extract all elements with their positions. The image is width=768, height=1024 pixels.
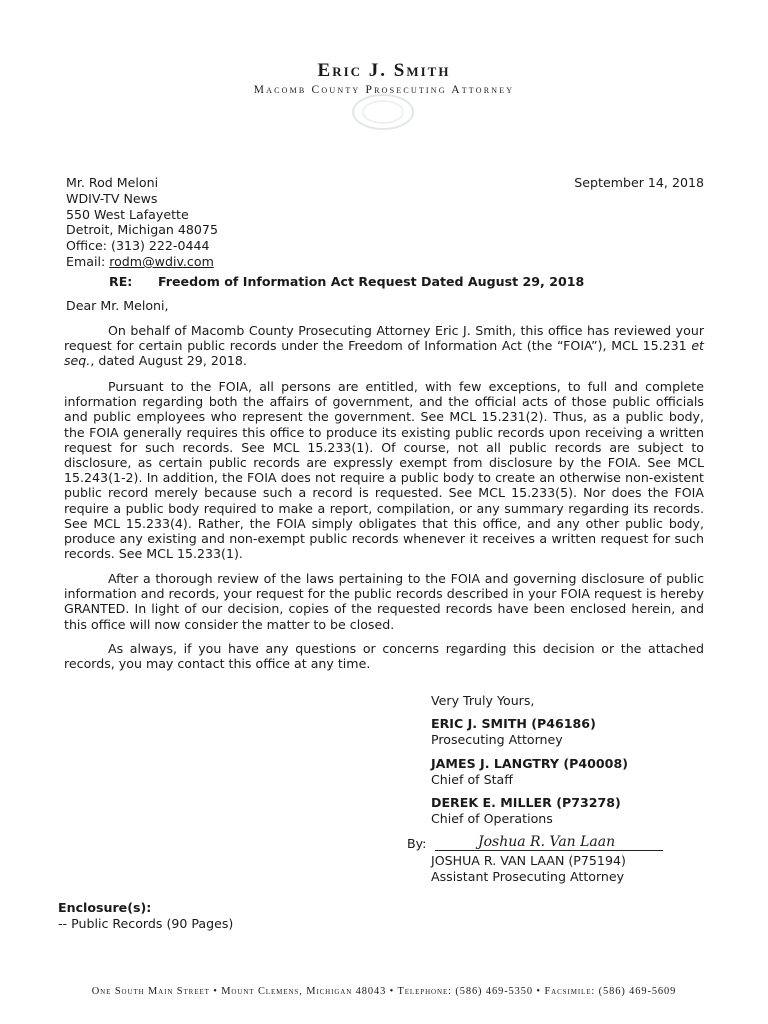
recipient-address <box>66 175 218 270</box>
paragraph-3: After a thorough review of the laws pertaining to the FOIA and governing disclosure of public information and records, your request for the public records described in your FOIA request is hereby GRANTED. In light of our decision, copies of the requested records have been enclosed herein, and this office will now consider the matter to be closed. <box>64 571 704 632</box>
footer-address: One South Main Street • Mount Clemens, Michigan 48043 • Telephone: (586) 469-5350 • Facsimile: (586) 469-5609 <box>91 986 677 997</box>
signatory-2 <box>431 756 628 788</box>
recipient-organization: WDIV-TV News <box>66 190 158 206</box>
paragraph-4: As always, if you have any questions or concerns regarding this decision or the attached records, you may contact this office at any time. <box>64 641 704 672</box>
signatory-3-title: Chief of Operations <box>431 811 553 826</box>
handwritten-signature: Joshua R. Van Laan <box>478 834 616 850</box>
re-subject: Freedom of Information Act Request Dated August 29, 2018 <box>158 274 585 289</box>
closing: Very Truly Yours, <box>431 693 535 708</box>
salutation: Dear Mr. Meloni, <box>66 298 169 313</box>
letter-date: September 14, 2018 <box>574 175 704 190</box>
paragraph-1-et-seq: et seq. <box>64 338 704 369</box>
signature-line <box>435 850 663 851</box>
enclosure-heading: Enclosure(s): <box>58 900 152 915</box>
signatory-1-name: ERIC J. SMITH (P46186) <box>431 716 596 731</box>
re-line <box>109 274 584 289</box>
signatory-2-name: JAMES J. LANGTRY (P40008) <box>431 756 628 771</box>
recipient-city: Detroit, Michigan 48075 <box>66 222 218 238</box>
by-label: By: <box>407 836 427 851</box>
signatory-1-title: Prosecuting Attorney <box>431 732 563 747</box>
recipient-street: 550 West Lafayette <box>66 206 189 222</box>
paragraph-1 <box>64 323 704 369</box>
paragraph-1-text-a: On behalf of Macomb County Prosecuting Attorney Eric J. Smith, this office has reviewed your request for certain public records under the Freedom of Information Act (the “FOIA”), MCL 15.231 <box>64 323 704 354</box>
paragraph-1-text-b: , dated August 29, 2018. <box>90 353 247 369</box>
office-label: Office: <box>66 238 108 254</box>
enclosures <box>58 900 233 932</box>
email-link[interactable]: rodm@wdiv.com <box>109 253 214 269</box>
signatory-3-name: DEREK E. MILLER (P73278) <box>431 795 621 810</box>
recipient-office-line <box>66 238 218 254</box>
signatory-3 <box>431 795 621 827</box>
re-label: RE: <box>109 274 133 289</box>
signer <box>431 853 626 885</box>
county-seal-watermark <box>343 92 423 132</box>
letterhead-name: Eric J. Smith <box>317 60 451 81</box>
signer-title: Assistant Prosecuting Attorney <box>431 869 625 884</box>
office-phone: (313) 222-0444 <box>111 238 210 254</box>
signatory-1 <box>431 716 596 748</box>
signer-name: JOSHUA R. VAN LAAN (P75194) <box>431 853 626 868</box>
email-label: Email: <box>66 253 106 269</box>
letterhead <box>0 60 768 96</box>
signatory-2-title: Chief of Staff <box>431 772 513 787</box>
letterhead-title: Macomb County Prosecuting Attorney <box>253 84 515 96</box>
enclosure-item: -- Public Records (90 Pages) <box>58 916 234 931</box>
recipient-email-line <box>66 254 218 270</box>
recipient-name: Mr. Rod Meloni <box>66 175 159 190</box>
paragraph-2: Pursuant to the FOIA, all persons are entitled, with few exceptions, to full and complete information regarding both the affairs of government, and the official acts of those public officials and public employees who represent the government. See MCL 15.231(2). Thus, as a public body, the FOIA generally requires this office to produce its existing public records upon receiving a written request for such records. See MCL 15.233(1). Of course, not all public records are subject to disclosure, as certain public records are expressly exempt from disclosure by the FOIA. See MCL 15.243(1-2). In addition, the FOIA does not require a public body to create an otherwise non-existent public record merely because such a record is requested. See MCL 15.233(5). Nor does the FOIA require a public body required to make a report, compilation, or any summary regarding its records. See MCL 15.233(4). Rather, the FOIA simply obligates that this office, and any other public body, produce any existing and non-exempt public records whenever it receives a written request for such records. See MCL 15.233(1). <box>64 379 704 562</box>
